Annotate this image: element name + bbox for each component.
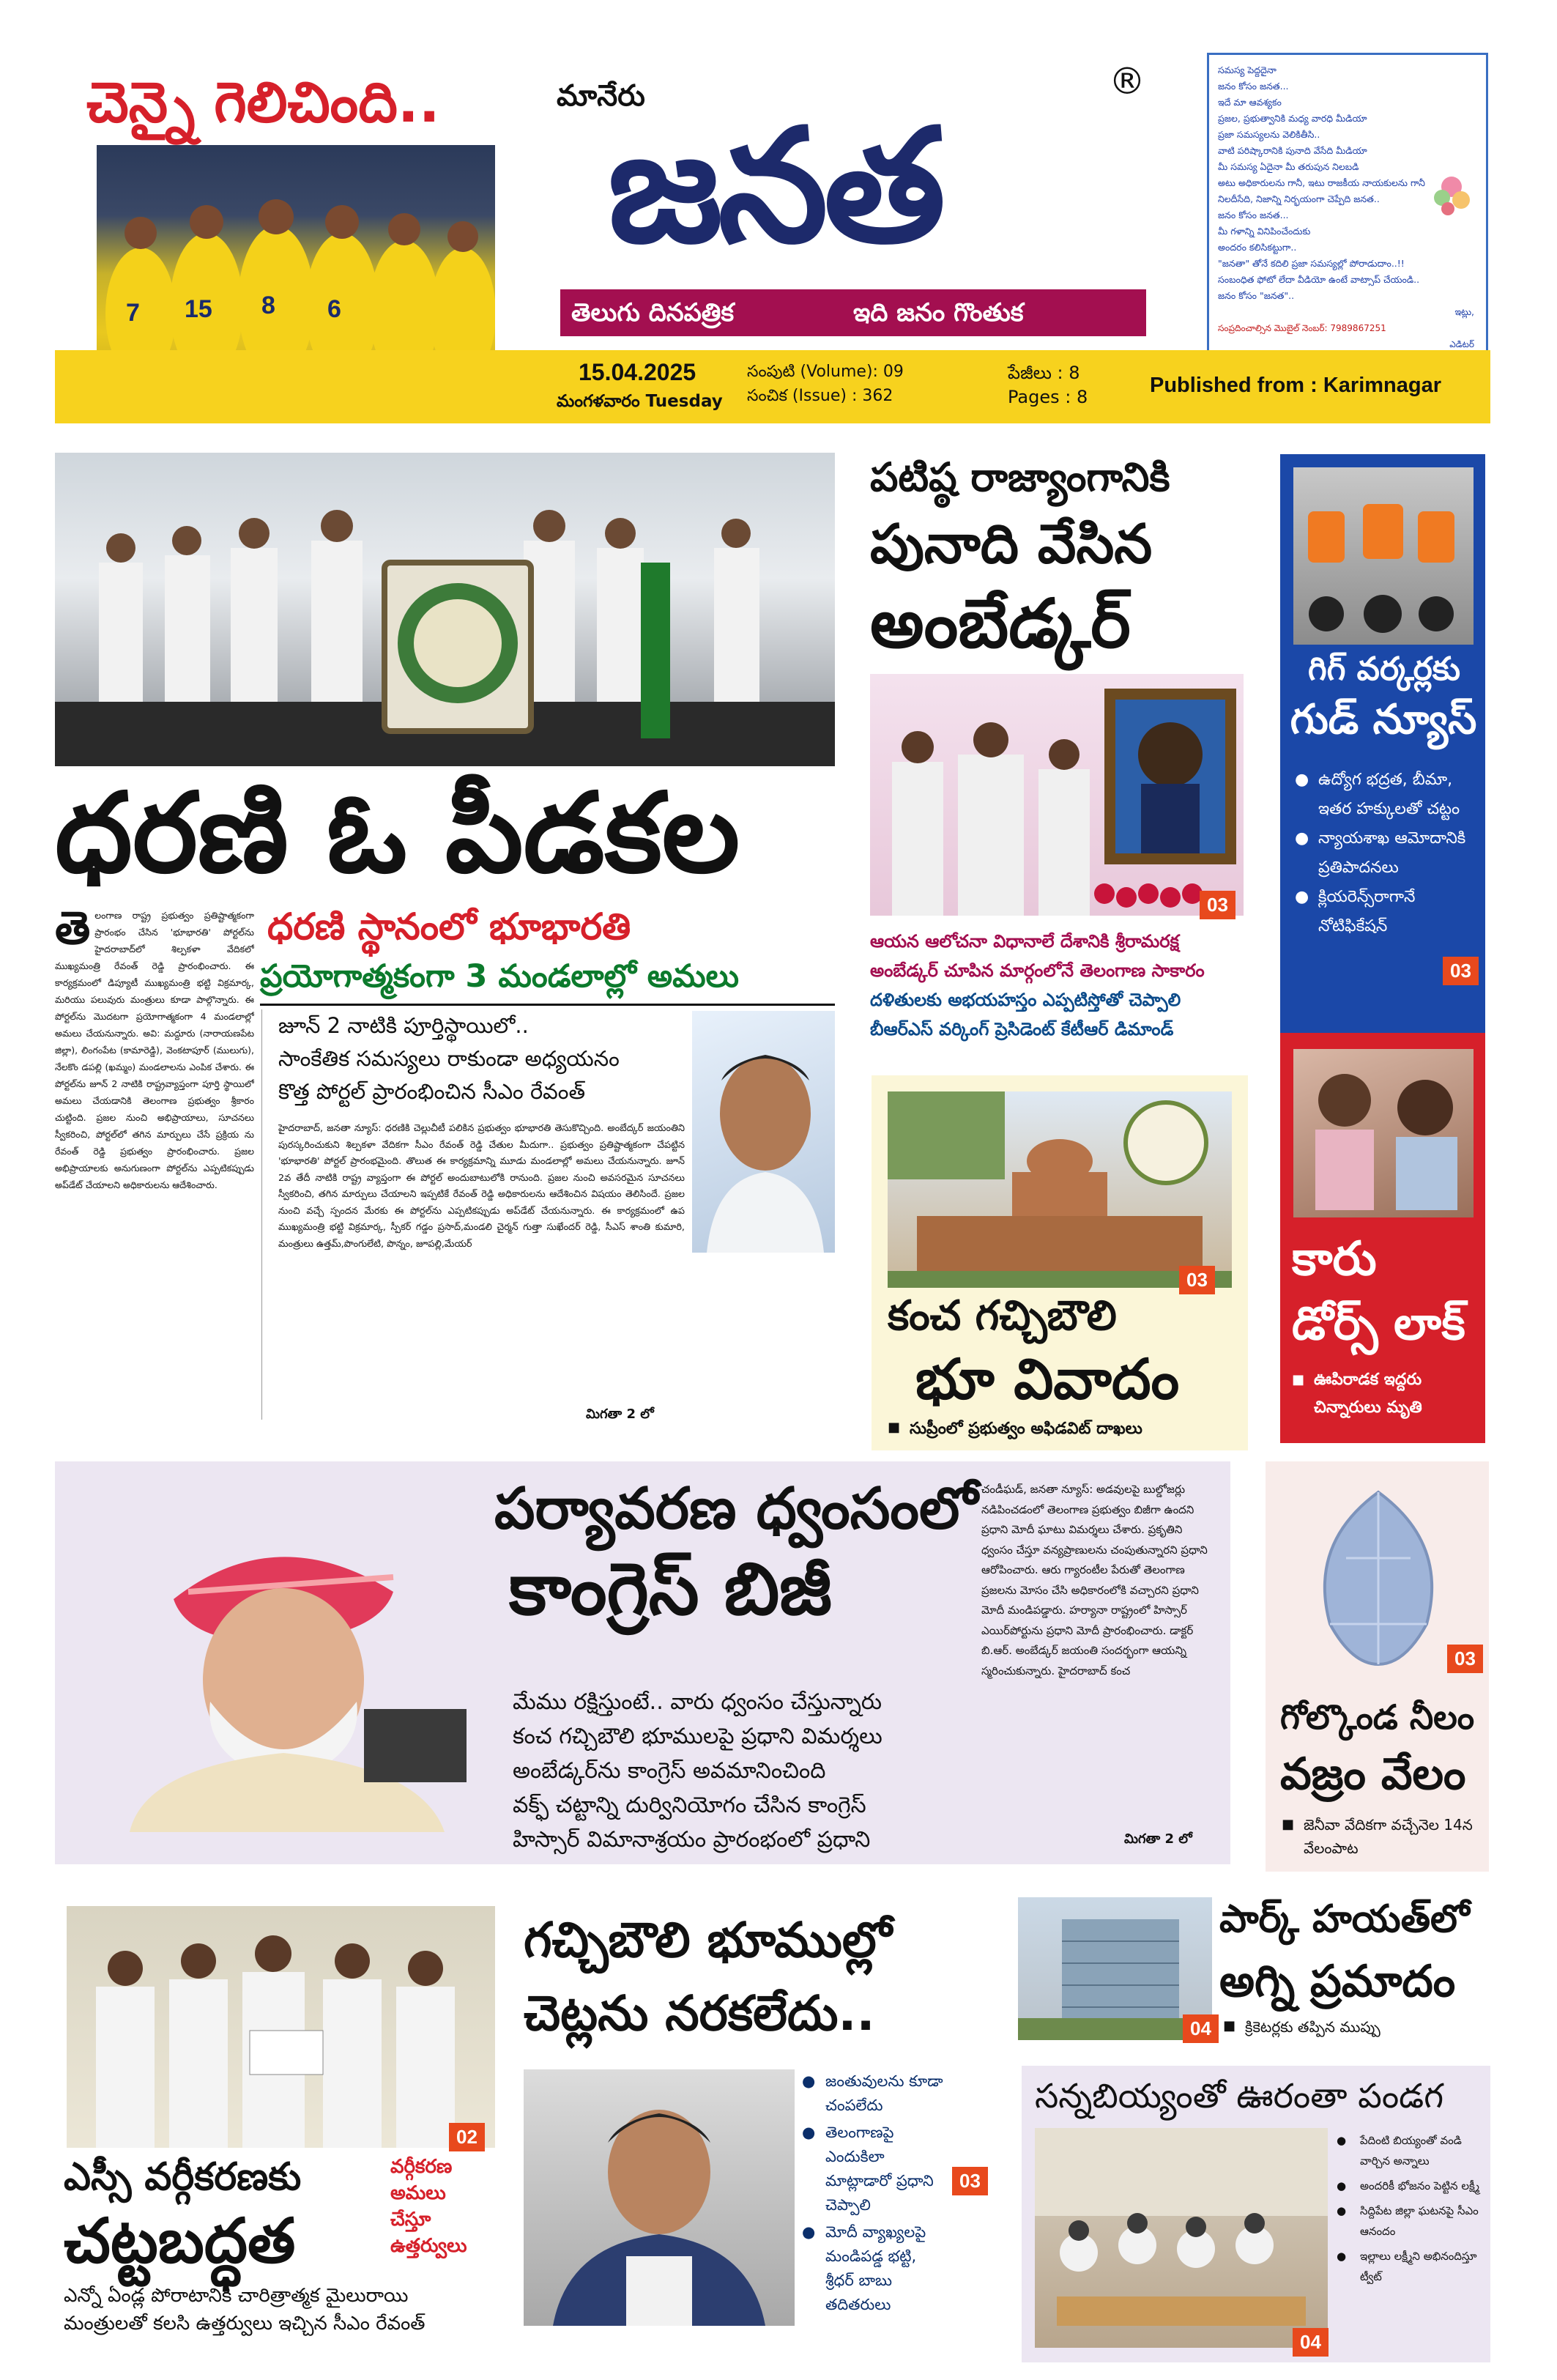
page-ref-badge: 04 bbox=[1293, 2328, 1329, 2357]
ad-text: సమస్య పెద్దదైనా జనం కోసం జనత... ఇదే మా ఆవశ్యకం ప్రజల, ప్రభుత్వానికి మధ్య వారధి మీడియా ప్రజా సమస్యలను వెలికితీసి.. వాటి పరిష్కారానికి పునాది వేసేది మీడియా మీ సమస్య ఏదైనా మీ తరుపున నిలబడి అటు అధికారులను గానీ, ఇటు రాజకీయ నాయకులను గానీ నిలదీసేది, నిజాన్ని నిర్భయంగా చెప్పేది జనత.. జనం కోసం జనత... మీ గళాన్ని వినిపించేందుకు అందరం కలిసికట్టుగా.. "జనతా" తోనే కదిలి ప్రజా సమస్యల్లో పోరాడుదాం..!! సంబంధిత ఫోటో లేదా వీడియో ఉంటే వాట్సాప్ చేయండి.. జనం కోసం "జనత".. ఇట్లు, సంప్రదించాల్సిన మొబైల్ నెంబర్: 7989867251 ఎడిటర్ bbox=[1218, 64, 1474, 349]
deck-line: ఎన్నో ఏండ్ల పోరాటానికి చారిత్రాత్మక మైలురాయి bbox=[64, 2285, 409, 2307]
page-ref-badge: 03 bbox=[1179, 1266, 1215, 1294]
supreme-court-photo bbox=[888, 1091, 1232, 1288]
park-h2: అగ్ని ప్రమాదం bbox=[1219, 1956, 1456, 2007]
lead-left-text: లంగాణ రాష్ట్ర ప్రభుత్వం ప్రతిష్టాత్మకంగా ప్రారంభం చేసిన 'భూభారతి' పోర్టల్‌ను హైదరాబాద్‌లో శిల్పకళా వేదికలో ముఖ్యమంత్రి రేవంత్ రెడ్డి ప్రారంభించారు. ఈ కార్యక్రమంలో డిప్యూటీ ముఖ్యమంత్రి భట్టి విక్రమార్క, మరియు పలువురు మంత్రులు కూడా పాల్గొన్నారు. ఈ పోర్టల్‌ను మొదటగా ప్రయోగాత్మకంగా 4 మండలాల్లో అమలు చేయనున్నారు. అవి: మద్దూరు (నారాయణపేట జిల్లా), లింగంపేట (కామారెడ్డి), వెంకటాపూర్ (ములుగు), నేలకొం డపల్లి (ఖమ్మం) మండలాలను ఎంపిక చేశారు. ఈ పోర్టల్‌ను జూన్ 2 నాటికి రాష్ట్రవ్యాప్తంగా పూర్తి స్థాయిలో అమలు చేయడానికి తెలంగాణ ప్రభుత్వం శ్రీకారం చుట్టింది. ప్రజల నుంచి అభిప్రాయాలు, సూచనలు స్వీకరించి, పోర్టల్‌లో తగిన మార్పులు చేసే ప్రక్రియ ను రేవంత్ రెడ్డి ప్రభుత్వం ప్రారంభించారు. ప్రజల అభిప్రాయాలకు అనుగుణంగా పోర్టల్‌ను ఎప్పటికప్పుడు అప్‌డేట్ చేయాలని అధికారులను ఆదేశించారు. bbox=[55, 910, 254, 1190]
lead-deck bbox=[278, 1009, 703, 1108]
masthead-logo: జనత bbox=[608, 95, 942, 278]
modi-photo bbox=[86, 1489, 488, 1832]
lead-left-column bbox=[55, 907, 254, 1420]
kancha-h1: కంచ గచ్చిబౌలి bbox=[888, 1292, 1117, 1340]
gig-story bbox=[1280, 454, 1485, 1033]
point-line: ఆయన ఆలోచనా విధానాలే దేశానికి శ్రీరామరక్ష bbox=[870, 931, 1180, 952]
gachibowli-story bbox=[524, 1897, 992, 2366]
deck-line: కంచ గచ్చిబౌలి భూములపై ప్రధాని విమర్శలు bbox=[513, 1724, 882, 1749]
pages-telugu: పేజీలు : 8 bbox=[1008, 363, 1080, 383]
sc-deck bbox=[64, 2282, 503, 2338]
rice-bullets bbox=[1337, 2130, 1483, 2287]
masthead-ad-box bbox=[1207, 53, 1488, 355]
gachibowli-h1: గచ్చిబౌలి భూముల్లో bbox=[524, 1912, 892, 1968]
modi-body: చండీఘడ్, జనతా న్యూస్: అడవులపై బుల్డోజర్లు నడిపించడంలో తెలంగాణ ప్రభుత్వం బిజీగా ఉందని ప్రధాని మోదీ ఘాటు విమర్శలు చేశారు. ప్రకృతిని ధ్వంసం చేస్తూ వన్యప్రాణులను చంపుతున్నారని ప్రధాని ఆరోపించారు. ఆరు గ్యారంటీల పేరుతో తెలంగాణ ప్రజలను మోసం చేసి అధికారంలోకి వచ్చారని ప్రధాని మోదీ మండిపడ్డారు. హర్యానా రాష్ట్రంలో హిస్సార్ ఎయిర్‌పోర్టును ప్రధాని మోదీ ప్రారంభించారు. డాక్టర్ బి.ఆర్. అంబేడ్కర్ జయంతి సందర్భంగా ఆయన్ని స్మరించుకున్నారు. హైదరాబాద్ కంచ bbox=[981, 1483, 1208, 1678]
page-ref-badge: 04 bbox=[1183, 2014, 1219, 2043]
kancha-story bbox=[872, 1075, 1248, 1450]
revanth-photo bbox=[692, 1011, 835, 1253]
lead-headline: ధరణి ఓ పీడకల bbox=[55, 770, 740, 897]
gig-h2: గుడ్ న్యూస్ bbox=[1290, 696, 1477, 744]
park-h1: పార్క్ హయత్‌లో bbox=[1219, 1897, 1470, 1941]
svg-text:8: 8 bbox=[261, 292, 275, 319]
ambedkar-tribute-photo bbox=[870, 674, 1244, 916]
point-line: అంబేడ్కర్ చూపిన మార్గంలోనే తెలంగాణ సాకారం bbox=[870, 960, 1205, 981]
modi-h2: కాంగ్రెస్ బిజీ bbox=[509, 1548, 832, 1631]
modi-jump: మిగతా 2 లో bbox=[1124, 1831, 1192, 1847]
masthead bbox=[0, 0, 1557, 425]
rice-story bbox=[1022, 2066, 1490, 2362]
deck-line: జూన్ 2 నాటికి పూర్తిస్థాయిలో.. bbox=[278, 1013, 529, 1038]
point-line: దళితులకు అభయహస్తం ఎప్పటిస్తోతో చెప్పాలి bbox=[870, 990, 1181, 1010]
page-ref-badge: 03 bbox=[952, 2167, 988, 2195]
modi-story bbox=[55, 1461, 1230, 1864]
golconda-h1: గోల్కొండ నీలం bbox=[1280, 1697, 1475, 1737]
car-bullet: ■ ఊపిరాడక ఇద్దరు చిన్నారులు మృతి bbox=[1292, 1366, 1493, 1422]
golconda-story bbox=[1266, 1461, 1489, 1872]
deck-line: మేము రక్షిస్తుంటే.. వారు ధ్వంసం చేస్తున్నారు bbox=[513, 1689, 882, 1715]
bullet-item: ● ఉద్యోగ భద్రత, బీమా, ఇతర హక్కులతో చట్టం bbox=[1295, 765, 1471, 824]
svg-text:6: 6 bbox=[327, 295, 341, 323]
page-ref-badge: 03 bbox=[1443, 957, 1479, 985]
masthead-left-headline: చెన్నై గెలిచింది.. bbox=[86, 70, 440, 135]
bullet-item: ● క్లియరెన్స్‌రాగానే నోటిఫికేషన్ bbox=[1295, 883, 1471, 941]
kancha-bullet: ■ సుప్రీంలో ప్రభుత్వం అఫిడవిట్ దాఖలు bbox=[888, 1420, 1142, 1442]
deck-line: వక్ఫ్ చట్టాన్ని దుర్వినియోగం చేసిన కాంగ్రెస్ bbox=[513, 1793, 866, 1818]
tagline-right: ఇది జనం గొంతుక bbox=[853, 298, 1024, 327]
children-photo bbox=[1293, 1049, 1474, 1217]
published-from: Published from : Karimnagar bbox=[1150, 374, 1442, 397]
park-hyatt-story bbox=[1018, 1897, 1487, 2044]
sc-h1: ఎస్సీ వర్గీకరణకు bbox=[64, 2155, 302, 2199]
page-ref-badge: 03 bbox=[1200, 891, 1235, 919]
bullet-item: ● మోదీ వ్యాఖ్యలపై మండిపడ్డ భట్టి, శ్రీధర్ బాబు తదితరులు bbox=[802, 2220, 948, 2317]
deck-line: హిస్సార్ విమానాశ్రయం ప్రారంభంలో ప్రధాని bbox=[513, 1827, 871, 1853]
gig-h1: గిగ్ వర్కర్లకు bbox=[1308, 650, 1460, 688]
sc-meeting-photo bbox=[67, 1906, 495, 2148]
drop-cap: తె bbox=[55, 907, 91, 954]
issue-number: సంచిక (Issue) : 362 bbox=[747, 387, 893, 405]
bullet-item: ● న్యాయశాఖ ఆమోదానికి ప్రతిపాదనలు bbox=[1295, 824, 1471, 883]
modi-h1: పర్యావరణ ధ్వంసంలో bbox=[494, 1476, 978, 1542]
masthead-prefix: మానేరు bbox=[557, 79, 645, 113]
golconda-h2: వజ్రం వేలం bbox=[1280, 1749, 1466, 1800]
ambedkar-h1: పటిష్ఠ రాజ్యాంగానికి bbox=[870, 454, 1170, 500]
registered-mark: ® bbox=[1109, 60, 1145, 103]
sc-h2: చట్టబద్ధత bbox=[64, 2205, 296, 2277]
gachibowli-h2: చెట్లను నరకలేదు.. bbox=[524, 1985, 875, 2042]
page-ref-badge: 03 bbox=[1447, 1645, 1483, 1673]
sc-side: వర్గీకరణ అమలు చేస్తూ ఉత్తర్వులు bbox=[390, 2156, 467, 2257]
tagline-left: తెలుగు దినపత్రిక bbox=[571, 298, 735, 327]
modi-deck bbox=[513, 1685, 967, 1857]
deck-line: కొత్త పోర్టల్ ప్రారంభించిన సీఎం రేవంత్ bbox=[278, 1079, 586, 1104]
lead-rule bbox=[260, 1004, 835, 1006]
ambedkar-h2: పునాది వేసిన bbox=[870, 513, 1153, 576]
lead-jump: మిగతా 2 లో bbox=[586, 1406, 654, 1422]
community-meal-photo bbox=[1035, 2128, 1328, 2348]
deck-line: సాంకేతిక సమస్యలు రాకుండా అధ్యయనం bbox=[278, 1046, 620, 1071]
bhatti-photo bbox=[524, 2069, 795, 2326]
rice-title: సన్నబియ్యంతో ఊరంతా పండగ bbox=[1035, 2076, 1444, 2116]
bullet-item: ● ఇల్లాలు లక్ష్మీని అభినందిస్తూ ట్వీట్ bbox=[1337, 2246, 1483, 2287]
golconda-bullet: ■ జెనీవా వేదికగా వచ్చేనెల 14న వేలంపాట bbox=[1282, 1813, 1498, 1860]
bullet-item: ● జంతువులను కూడా చంపలేదు bbox=[802, 2069, 948, 2118]
ambedkar-h3: అంబేడ్కర్ bbox=[870, 585, 1131, 663]
lead-story bbox=[55, 453, 835, 1438]
car-lock-story bbox=[1280, 1033, 1485, 1443]
ambedkar-points bbox=[870, 927, 1258, 1044]
car-h2: డోర్స్ లాక్ bbox=[1292, 1297, 1465, 1350]
gachibowli-bullets bbox=[802, 2069, 948, 2317]
bullet-item: ● పేదింటి బియ్యంతో వండి వార్చిన అన్నాలు bbox=[1337, 2130, 1483, 2171]
lead-body: హైదరాబాద్, జనతా న్యూస్: ధరణికి చెల్లుచీటీ పలికిన ప్రభుత్వం భూభారతి తెసుకొచ్చింది. అంబేద్కర్ జయంతిని పురస్కరించుకుని శిల్పకళా వేదికగా సీఎం రేవంత్ రెడ్డి చేతుల మీదుగా.. ప్రభుత్వం ప్రతిష్టాత్మకంగా చేపట్టిన 'భూభారతి' పోర్టల్ ప్రారంభమైంది. తొలుత ఈ కార్యక్రమాన్ని మూడు మండలాల్లో అమలు చేయనున్నారు. జూన్ 2వ తేదీ నాటికి రాష్ట్ర వ్యాప్తంగా ఈ పోర్టల్ అందుబాటులోకి రానుంది. ప్రజల నుంచి అవసరమైన సూచనలు స్వీకరించి, తగిన మార్పులు చేయాలని ఇప్పటికే రేవంత్ రెడ్డి అధికారులను ఆదేశించిన విషయం తెలిసిందే. ప్రజల నుంచి వచ్చే స్పందన మేరకు ఈ పోర్టల్‌ను ఎప్పటికప్పుడు అప్‌డేట్ చేయనున్నారు. ఈ కార్యక్రమంలో ఉప ముఖ్యమంత్రి భట్టి విక్రమార్క, స్పీకర్ గడ్డం ప్రసాద్,మండలి చైర్మన్ గుత్తా సుఖేందర్ రెడ్డి, సీఎస్ శాంతి కుమారి, మంత్రులు ఉత్తమ్,పొంగులేటి, పొన్నం, జూపల్లి,మేయర్ bbox=[278, 1123, 685, 1250]
deck-line: అంబేడ్కర్‌ను కాంగ్రెస్ అవమానించింది bbox=[513, 1758, 826, 1784]
page-ref-badge: 02 bbox=[449, 2123, 485, 2151]
issue-date: 15.04.2025 bbox=[579, 359, 696, 385]
gig-bullets bbox=[1295, 765, 1471, 941]
lead-subhead-2: ప్రయోగాత్మకంగా 3 మండలాల్లో అమలు bbox=[260, 958, 740, 995]
car-h1: కారు bbox=[1292, 1232, 1377, 1286]
bullet-item: ● అందరికీ భోజనం పెట్టిన లక్ష్మీ bbox=[1337, 2176, 1483, 2196]
pages-english: Pages : 8 bbox=[1008, 387, 1088, 407]
svg-text:7: 7 bbox=[126, 299, 140, 327]
flower-decoration bbox=[1426, 165, 1477, 223]
delivery-riders-photo bbox=[1293, 467, 1474, 645]
bullet-item: ● సిద్దిపేట జిల్లా ఘటనపై సీఎం ఆనందం bbox=[1337, 2201, 1483, 2242]
issue-day: మంగళవారం Tuesday bbox=[557, 392, 723, 411]
sc-story bbox=[55, 1897, 505, 2337]
lead-event-photo bbox=[55, 453, 835, 766]
volume: సంపుటి (Volume): 09 bbox=[747, 363, 904, 381]
svg-text:15: 15 bbox=[185, 295, 212, 323]
park-bullet: ■ క్రికెటర్లకు తప్పిన ముప్పు bbox=[1223, 2018, 1381, 2039]
lead-column-divider bbox=[261, 1009, 262, 1420]
point-line: బీఆర్ఎస్ వర్కింగ్ ప్రెసిడెంట్ కేటీఆర్ డిమాండ్ bbox=[870, 1019, 1174, 1039]
csk-team-photo bbox=[97, 145, 495, 379]
lead-subhead-1: ధరణి స్థానంలో భూభారతి bbox=[267, 905, 631, 948]
kancha-h2: భూ వివాదం bbox=[915, 1346, 1180, 1412]
deck-line: మంత్రులతో కలసి ఉత్తర్వులు ఇచ్చిన సీఎం రేవంత్ bbox=[64, 2313, 426, 2335]
bullet-item: ● తెలంగాణపై ఎందుకిలా మాట్లాడారో ప్రధాని చెప్పాలి bbox=[802, 2121, 948, 2217]
ambedkar-story bbox=[870, 454, 1258, 1055]
